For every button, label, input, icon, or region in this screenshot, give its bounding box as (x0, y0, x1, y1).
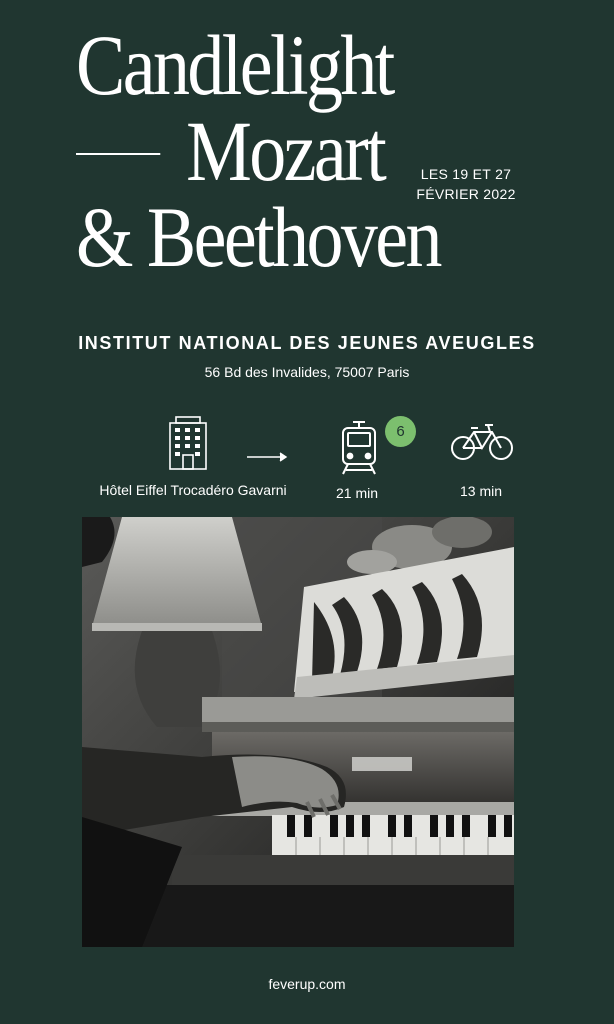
hotel-building-icon (167, 415, 209, 471)
piano-photo-illustration (82, 517, 514, 947)
piano-keys (272, 815, 514, 855)
venue-address: 56 Bd des Invalides, 75007 Paris (204, 364, 410, 380)
event-title (76, 17, 440, 285)
event-dates (414, 164, 518, 204)
dates-line-2: FÉVRIER 2022 (416, 186, 516, 202)
title-line-2: Mozart (186, 103, 385, 199)
title-line-3: & Beethoven (76, 189, 440, 285)
bike-time: 13 min (459, 483, 503, 499)
metro-train-icon (337, 420, 381, 476)
venue-name: INSTITUT NATIONAL DES JEUNES AVEUGLES (78, 333, 536, 353)
footer-site-link[interactable]: feverup.com (268, 976, 346, 992)
bicycle-icon (450, 422, 514, 462)
dates-line-1: LES 19 ET 27 (420, 166, 512, 182)
hotel-label: Hôtel Eiffel Trocadéro Gavarni (99, 482, 287, 498)
arrow-right-icon (246, 451, 288, 463)
metro-line-badge: 6 (385, 416, 416, 447)
title-dash (76, 153, 160, 155)
piano-photo (82, 517, 514, 947)
metro-time: 21 min (335, 485, 379, 501)
title-line-1: Candlelight (76, 17, 393, 113)
